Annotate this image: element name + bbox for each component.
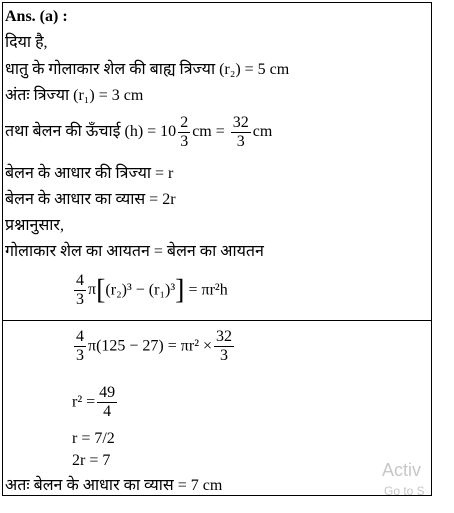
frac-den: 3	[180, 132, 189, 150]
frac-num: 2	[180, 113, 189, 131]
equation-4: r = 7/2	[72, 430, 115, 447]
left-bracket: [	[96, 274, 106, 306]
frac-den: 3	[236, 132, 245, 150]
answer-heading: Ans. (a) :	[5, 8, 68, 25]
eq2-lhs: π(125 − 27) = πr² ×	[88, 337, 213, 355]
frac-den: 3	[76, 291, 84, 308]
conclusion-line: अतः बेलन के आधार का व्यास = 7 cm	[5, 477, 223, 494]
frac-num: 49	[99, 384, 116, 401]
height-line	[5, 112, 272, 152]
height-mid: cm =	[192, 123, 225, 140]
equation-1	[72, 272, 228, 309]
eq3-fraction	[97, 384, 117, 421]
eq1-body: (r₂)³ − (r₁)³	[105, 281, 176, 299]
frac-den: 3	[220, 347, 229, 364]
equation-5: 2r = 7	[72, 452, 111, 469]
section-divider	[2, 320, 432, 321]
frac-num: 32	[216, 328, 233, 345]
frac-num: 32	[232, 113, 249, 131]
eq2-fraction-2	[214, 328, 234, 365]
inner-radius-line: अंतः त्रिज्या (r₁) = 3 cm	[5, 87, 144, 104]
watermark-activate: Activ	[382, 460, 422, 480]
volume-equation-line: गोलाकार शेल का आयतन = बेलन का आयतन	[5, 243, 264, 260]
cylinder-diameter-line: बेलन के आधार का व्यास = 2r	[5, 191, 176, 208]
outer-radius-line: धातु के गोलाकार शेल की बाह्य त्रिज्या (r₂) = 5 cm	[5, 61, 290, 78]
frac-num: 4	[76, 272, 84, 289]
frac-den: 4	[103, 403, 112, 420]
height-mixed-fraction	[178, 114, 190, 151]
given-line: दिया है,	[5, 34, 48, 51]
height-prefix: तथा बेलन की ऊँचाई (h) = 10	[5, 123, 177, 140]
eq1-fraction	[74, 272, 86, 309]
right-bracket: ]	[175, 274, 185, 306]
cylinder-radius-line: बेलन के आधार की त्रिज्या = r	[5, 165, 174, 182]
eq2-fraction	[74, 328, 86, 365]
equation-2	[72, 328, 236, 365]
height-unit: cm	[252, 123, 273, 140]
eq1-rhs: = πr²h	[188, 281, 228, 299]
frac-den: 3	[76, 347, 84, 364]
pi-symbol: π	[88, 281, 97, 299]
height-fraction	[231, 114, 251, 151]
frac-num: 4	[76, 328, 84, 345]
equation-3	[72, 384, 119, 421]
according-line: प्रश्नानुसार,	[5, 217, 64, 234]
watermark-goto: Go to S	[384, 484, 425, 498]
eq3-lhs: r² =	[72, 393, 96, 411]
